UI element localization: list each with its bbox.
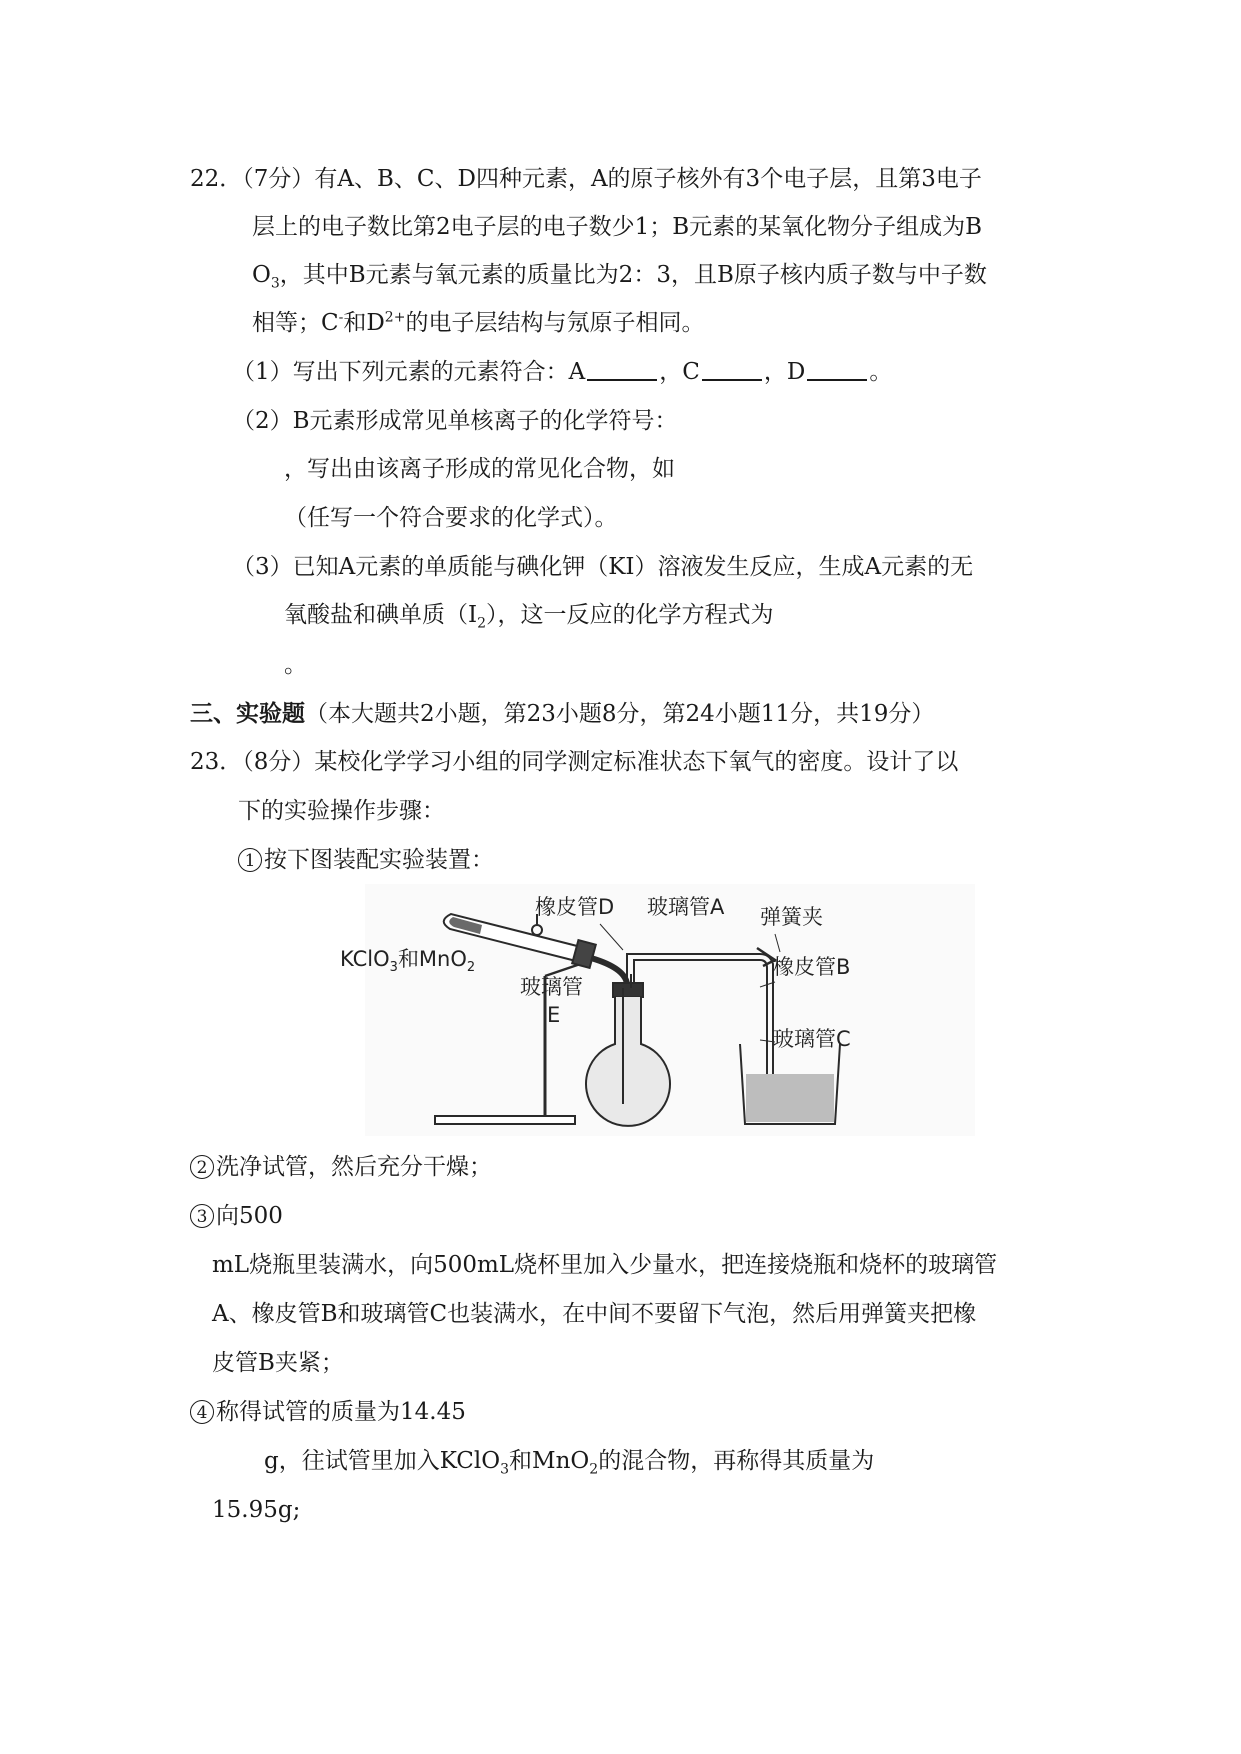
q23-step3-line4: 皮管B夹紧；	[212, 1350, 344, 1376]
subscript: 3	[270, 275, 280, 292]
q23-line1: 23．（8分）某校化学学习小组的同学测定标准状态下氧气的密度。设计了以	[190, 749, 959, 775]
answer-blank-d[interactable]	[807, 357, 867, 381]
answer-blank-a[interactable]	[587, 357, 657, 381]
q22-part1	[232, 357, 892, 387]
label-reagent: KClO$_3$和MnO$_2$	[340, 947, 476, 975]
text: 的电子层结构与氖原子相同。	[405, 310, 705, 336]
text: 的混合物，再称得其质量为	[598, 1448, 875, 1474]
subscript: 2	[589, 1461, 599, 1478]
answer-blank-c[interactable]	[702, 357, 762, 381]
text: 和D	[343, 310, 385, 336]
q22-part2-line1: （2）B元素形成常见单核离子的化学符号：	[232, 408, 678, 434]
q22-part3-line2	[284, 600, 774, 630]
text: （1）写出下列元素的元素符合：A	[232, 359, 586, 385]
q22-part3-line3: 。	[284, 652, 307, 678]
q23-step3-line2: mL烧瓶里装满水，向500mL烧杯里加入少量水，把连接烧瓶和烧杯的玻璃管	[212, 1252, 998, 1278]
text: O	[252, 262, 271, 288]
text: ，其中B元素与氧元素的质量比为2：3，且B原子核内质子数与中子数	[279, 262, 987, 288]
label-spring-clip: 弹簧夹	[760, 905, 823, 929]
label-glass-tube-e-line2: E	[547, 1003, 561, 1027]
q22-line4	[252, 308, 704, 338]
flask-stopper	[613, 983, 643, 997]
step-number: 3	[190, 1204, 214, 1228]
stand-base	[435, 1116, 575, 1124]
step-number: 2	[190, 1155, 214, 1179]
text: 。	[869, 359, 893, 385]
text: g，往试管里加入KClO	[264, 1448, 501, 1474]
label-glass-tube-e-line1: 玻璃管	[520, 975, 583, 999]
section3-note: （本大题共2小题，第23小题8分，第24小题11分，共19分）	[305, 701, 935, 727]
label-glass-tube-a: 玻璃管A	[647, 895, 725, 919]
text: 称得试管的质量为14.45	[216, 1399, 466, 1425]
text: ），这一反应的化学方程式为	[486, 602, 774, 628]
subscript: 3	[500, 1461, 510, 1478]
q22-part2-line2: ，写出由该离子形成的常见化合物，如	[284, 456, 675, 482]
text: ，D	[763, 359, 806, 385]
label-glass-tube-c: 玻璃管C	[773, 1027, 851, 1051]
q23-step4-line1	[190, 1397, 466, 1427]
q22-line2: 层上的电子数比第2电子层的电子数少1；B元素的某氧化物分子组成为B	[252, 214, 983, 240]
text: ，C	[659, 359, 700, 385]
q23-step4-line3: 15.95g;	[212, 1497, 301, 1523]
step-number: 1	[238, 848, 262, 872]
label-rubber-tube-b: 橡皮管B	[773, 955, 851, 979]
q22-part3-line1: （3）已知A元素的单质能与碘化钾（KI）溶液发生反应，生成A元素的无	[232, 554, 974, 580]
subscript: 2	[477, 615, 487, 632]
text: 向500	[216, 1203, 283, 1229]
beaker-water	[746, 1074, 834, 1122]
superscript: -	[338, 309, 344, 326]
text: 按下图装配实验装置：	[264, 847, 494, 873]
apparatus-diagram	[340, 884, 975, 1136]
q22-part2-line3: （任写一个符合要求的化学式）。	[284, 505, 618, 531]
label-rubber-tube-d: 橡皮管D	[535, 895, 615, 919]
text: 和MnO	[509, 1448, 590, 1474]
q22-line3	[252, 260, 987, 290]
q23-step2	[190, 1152, 492, 1182]
q23-step3-line1	[190, 1201, 283, 1231]
step-number: 4	[190, 1400, 214, 1424]
q23-step4-line2	[264, 1446, 874, 1476]
q23-step1	[238, 845, 494, 875]
text: 相等；C	[252, 310, 339, 336]
section3-title: 三、实验题	[190, 700, 305, 727]
text: 洗净试管，然后充分干燥；	[216, 1154, 492, 1180]
section3-heading	[190, 699, 934, 729]
text: 氧酸盐和碘单质（I	[284, 602, 478, 628]
q23-line2: 下的实验操作步骤：	[238, 798, 445, 824]
q23-step3-line3: A、橡皮管B和玻璃管C也装满水，在中间不要留下气泡，然后用弹簧夹把橡	[212, 1301, 977, 1327]
q22-line1: 22．（7分）有A、B、C、D四种元素，A的原子核外有3个电子层，且第3电子	[190, 166, 982, 192]
superscript: 2+	[384, 309, 406, 326]
